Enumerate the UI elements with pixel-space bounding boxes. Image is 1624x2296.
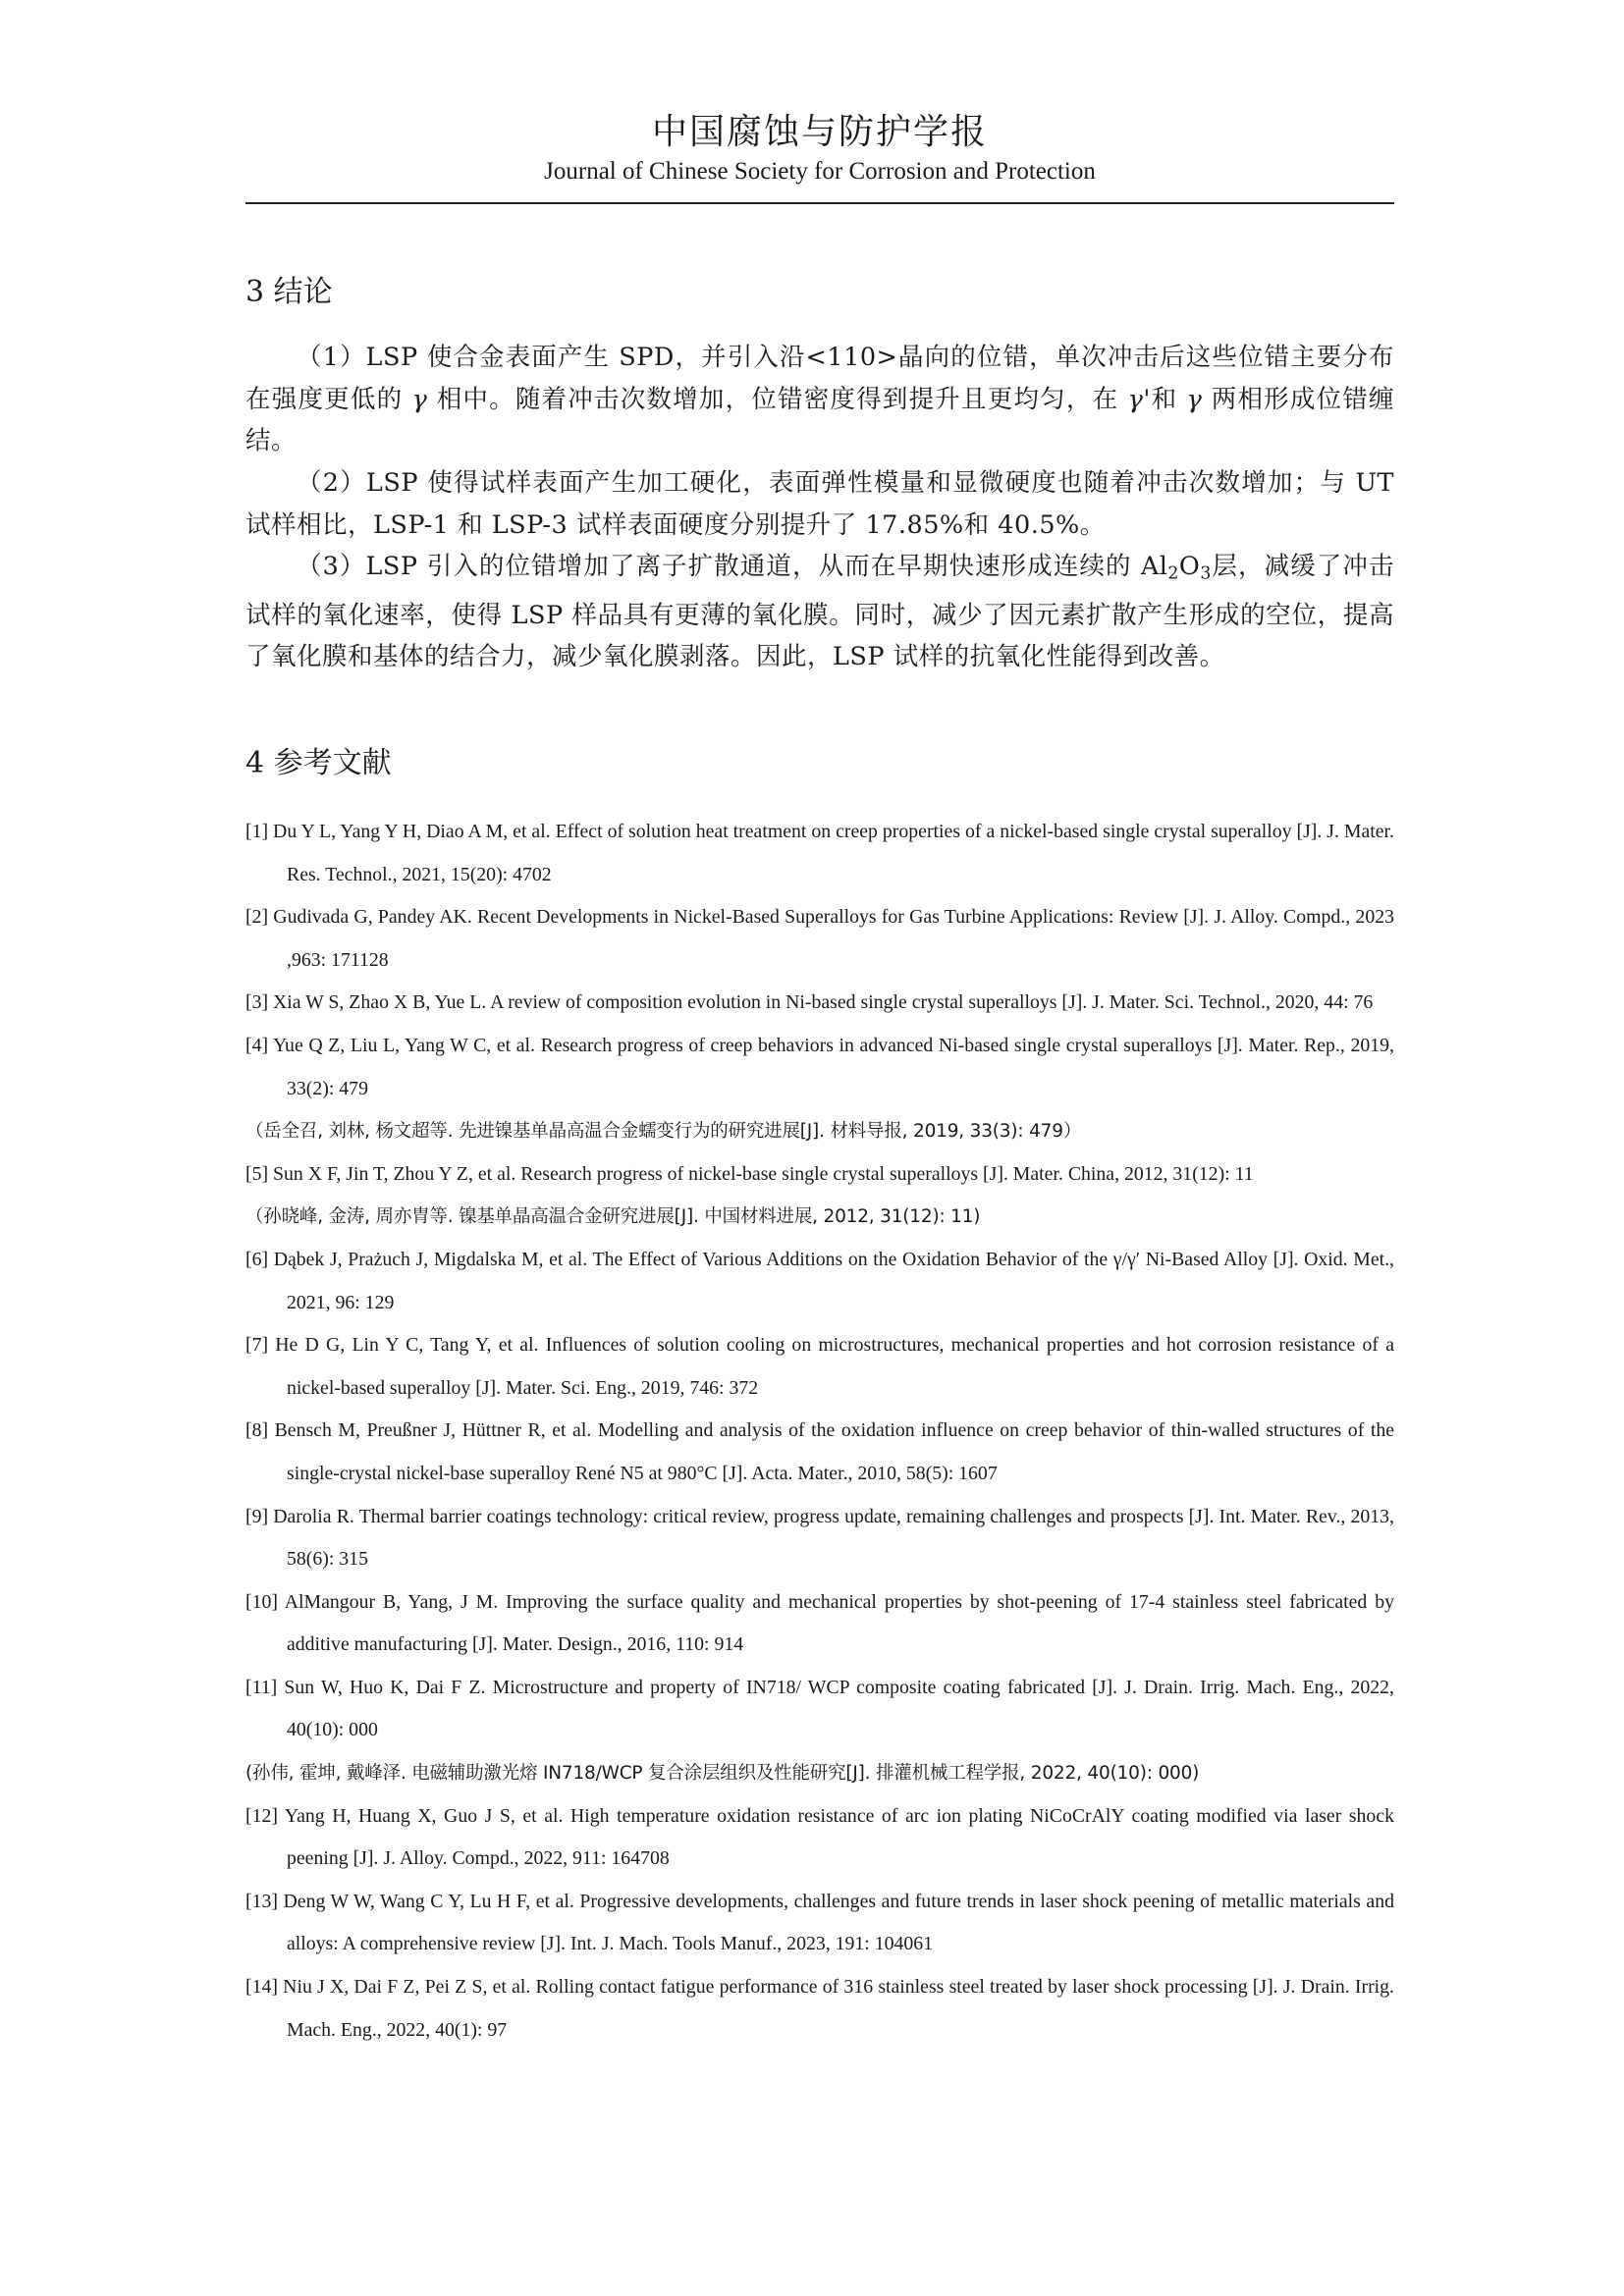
journal-title-cn: 中国腐蚀与防护学报: [651, 112, 988, 152]
p1-text-b: 相中。随着冲击次数增加，位错密度得到提升且更均匀，在: [427, 384, 1128, 414]
p3-text-a: （3）LSP 引入的位错增加了离子扩散通道，从而在早期快速形成连续的 Al: [297, 552, 1168, 581]
subscript: 3: [1200, 563, 1212, 584]
journal-header: [245, 110, 1394, 188]
conclusion-heading: 3 结论: [245, 275, 333, 309]
reference-item: [13] Deng W W, Wang C Y, Lu H F, et al. Progressive developments, challenges and future trends in laser shock peening of metallic materials and alloys: A comprehensive review [J]. Int. J. Mach. Tools Manuf., 2023, 191: 104061: [245, 1890, 1394, 1955]
p1-text-a: （1）LSP 使合金表面产生 SPD，并引入沿<110>晶向的位错，单次冲击后这些位错主要分布在强度更低的: [245, 343, 1394, 414]
conclusion-paragraph-2: （2）LSP 使得试样表面产生加工硬化，表面弹性模量和显微硬度也随着冲击次数增加；与 UT 试样相比，LSP-1 和 LSP-3 试样表面硬度分别提升了 17.85%和 40.5%。: [245, 468, 1394, 540]
reference-list: [245, 811, 1394, 2052]
header-rule: [245, 202, 1394, 204]
subscript: 2: [1167, 563, 1179, 584]
reference-item: [3] Xia W S, Zhao X B, Yue L. A review of composition evolution in Ni-based single crystal superalloys [J]. J. Mater. Sci. Technol., 2020, 44: 76: [245, 991, 1374, 1014]
reference-item: [5] Sun X F, Jin T, Zhou Y Z, et al. Research progress of nickel-base single crystal superalloys [J]. Mater. China, 2012, 31(12): 11: [245, 1162, 1254, 1185]
reference-item-chinese: （孙晓峰, 金涛, 周亦胄等. 镍基单晶高温合金研究进展[J]. 中国材料进展, 2012, 31(12): 11): [245, 1206, 981, 1228]
reference-item: [6] Dąbek J, Prażuch J, Migdalska M, et al. The Effect of Various Additions on the Oxidation Behavior of the γ/γ′ Ni-Based Alloy [J]. Oxid. Met., 2021, 96: 129: [245, 1248, 1394, 1313]
reference-item: [4] Yue Q Z, Liu L, Yang W C, et al. Research progress of creep behaviors in advanced Ni-based single crystal superalloys [J]. Mater. Rep., 2019, 33(2): 479: [245, 1034, 1394, 1099]
p1-text-d: 两相形成位错缠结。: [245, 384, 1395, 455]
references-heading: 4 参考文献: [245, 746, 392, 780]
gamma-symbol: γ: [411, 384, 428, 414]
reference-item: [1] Du Y L, Yang Y H, Diao A M, et al. Effect of solution heat treatment on creep properties of a nickel-based single crystal superalloy [J]. J. Mater. Res. Technol., 2021, 15(20): 4702: [245, 821, 1394, 885]
conclusion-paragraph-3: [245, 546, 1394, 678]
reference-item: [2] Gudivada G, Pandey AK. Recent Developments in Nickel-Based Superalloys for Gas Turbine Applications: Review [J]. J. Alloy. Compd., 2023 ,963: 171128: [245, 906, 1394, 971]
reference-item: [11] Sun W, Huo K, Dai F Z. Microstructure and property of IN718/ WCP composite coating fabricated [J]. J. Drain. Irrig. Mach. Eng., 2022, 40(10): 000: [245, 1676, 1394, 1741]
p3-text-b: O: [1178, 552, 1201, 581]
p1-text-c: 和: [1150, 384, 1187, 414]
gamma-symbol: γ: [1186, 384, 1203, 414]
p3-text-c: 层，减缓了冲击试样的氧化速率，使得 LSP 样品具有更薄的氧化膜。同时，减少了因元素扩散产生形成的空位，提高了氧化膜和基体的结合力，减少氧化膜剥落。因此，LSP 试样的抗氧化性能得到改善。: [245, 552, 1394, 672]
reference-item: [8] Bensch M, Preußner J, Hüttner R, et al. Modelling and analysis of the oxidation influence on creep behavior of thin-walled structures of the single-crystal nickel-base superalloy René N5 at 980°C [J]. Acta. Mater., 2010, 58(5): 1607: [245, 1419, 1394, 1484]
reference-item: [7] He D G, Lin Y C, Tang Y, et al. Influences of solution cooling on microstructures, mechanical properties and hot corrosion resistance of a nickel-based superalloy [J]. Mater. Sci. Eng., 2019, 746: 372: [245, 1334, 1394, 1399]
reference-item: [14] Niu J X, Dai F Z, Pei Z S, et al. Rolling contact fatigue performance of 316 stainless steel treated by laser shock processing [J]. J. Drain. Irrig. Mach. Eng., 2022, 40(1): 97: [245, 1976, 1394, 2041]
conclusion-paragraph-1: [245, 337, 1394, 462]
gamma-prime-symbol: γ': [1127, 384, 1151, 414]
reference-item: [10] AlMangour B, Yang, J M. Improving the surface quality and mechanical properties by shot-peening of 17-4 stainless steel fabricated by additive manufacturing [J]. Mater. Design., 2016, 110: 914: [245, 1590, 1394, 1656]
reference-item: [12] Yang H, Huang X, Guo J S, et al. High temperature oxidation resistance of arc ion plating NiCoCrAlY coating modified via laser shock peening [J]. J. Alloy. Compd., 2022, 911: 164708: [245, 1804, 1394, 1870]
reference-item: [9] Darolia R. Thermal barrier coatings technology: critical review, progress update, remaining challenges and prospects [J]. Int. Mater. Rev., 2013, 58(6): 315: [245, 1505, 1394, 1571]
reference-item-chinese: (孙伟, 霍坤, 戴峰泽. 电磁辅助激光熔 IN718/WCP 复合涂层组织及性能研究[J]. 排灌机械工程学报, 2022, 40(10): 000): [245, 1763, 1200, 1785]
reference-item-chinese: （岳全召, 刘林, 杨文超等. 先进镍基单晶高温合金蠕变行为的研究进展[J]. 材料导报, 2019, 33(3): 479）: [245, 1121, 1082, 1143]
journal-title-en: Journal of Chinese Society for Corrosion and Protection: [544, 158, 1096, 185]
